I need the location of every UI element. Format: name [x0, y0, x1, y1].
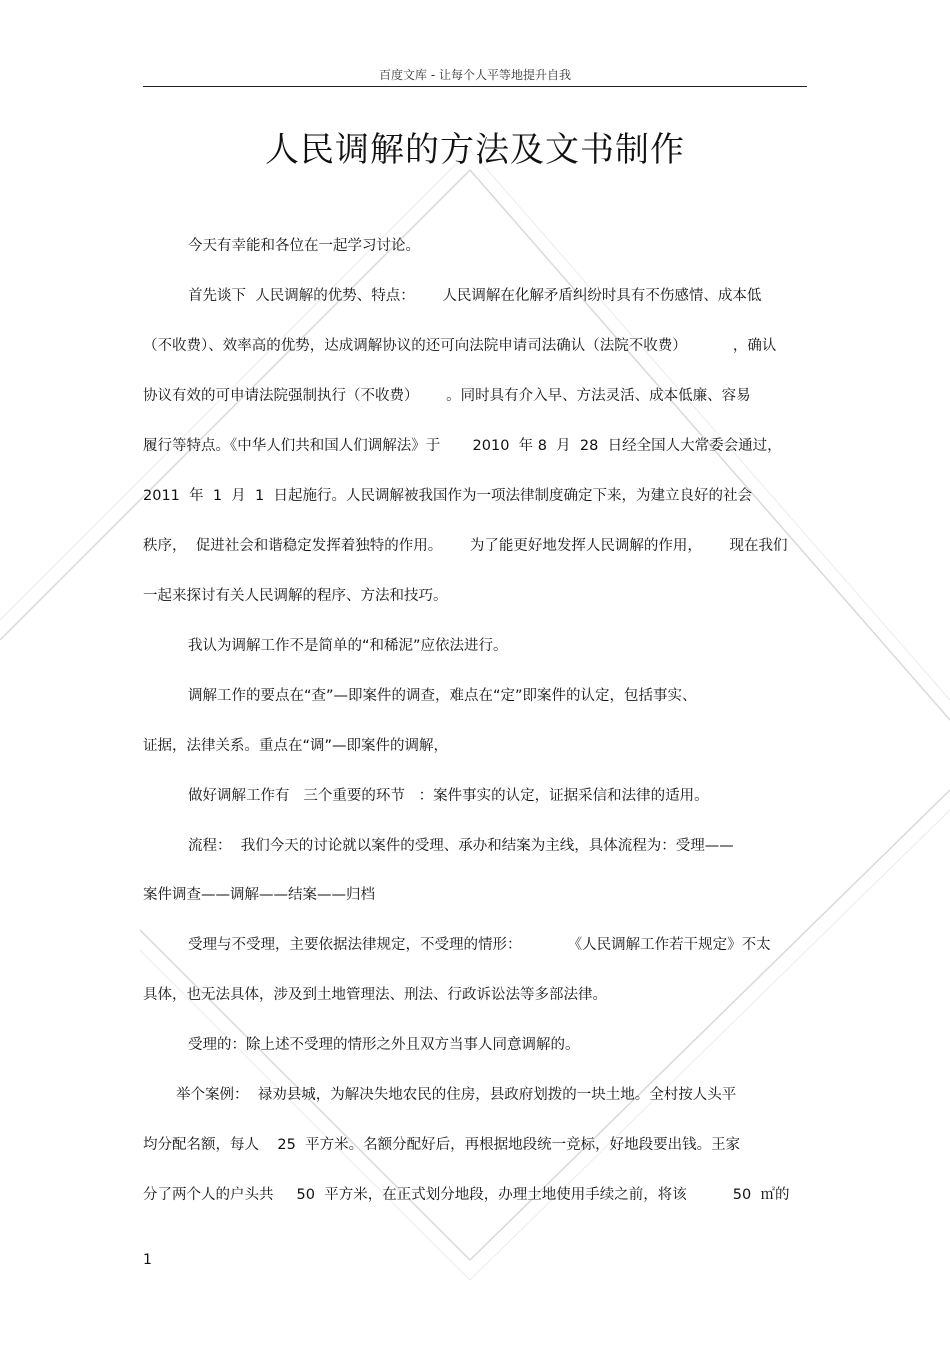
paragraph-line: 我认为调解工作不是简单的“和稀泥”应依法进行。	[188, 638, 508, 654]
paragraph-line: 首先谈下 人民调解的优势、特点： 人民调解在化解矛盾纠纷时具有不伤感情、成本低	[188, 288, 762, 304]
paragraph-line: 做好调解工作有 三个重要的环节 ：案件事实的认定，证据采信和法律的适用。	[188, 788, 709, 804]
paragraph-line: 证据，法律关系。重点在“调”—即案件的调解，	[143, 738, 449, 754]
paragraph-line: 流程： 我们今天的讨论就以案件的受理、承办和结案为主线，具体流程为：受理——	[188, 838, 734, 854]
paragraph-line: 调解工作的要点在“查”—即案件的调查，难点在“定”即案件的认定，包括事实、	[188, 688, 697, 704]
paragraph-line: 受理的：除上述不受理的情形之外且双方当事人同意调解的。	[188, 1037, 580, 1053]
paragraph-line: 今天有幸能和各位在一起学习讨论。	[188, 238, 420, 254]
document-title: 人民调解的方法及文书制作	[265, 130, 685, 170]
paragraph-line: 举个案例： 禄劝县城，为解决失地农民的住房，县政府划拨的一块土地。全村按人头平	[176, 1087, 737, 1103]
paragraph-line: 履行等特点。《中华人们共和国人们调解法》于 2010 年 8 月 28 日经全国人大常委会通过，	[143, 438, 782, 454]
header-divider	[143, 86, 807, 87]
paragraph-line: 分了两个人的户头共 50 平方米，在正式划分地段，办理土地使用手续之前，将该 50 ㎡的	[143, 1187, 790, 1203]
paragraph-line: 案件调查——调解——结案——归档	[143, 887, 375, 903]
paragraph-line: 协议有效的可申请法院强制执行（不收费） 。同时具有介入早、方法灵活、成本低廉、容易	[143, 388, 751, 404]
page-header: 百度文库 - 让每个人平等地提升自我	[379, 68, 571, 82]
paragraph-line: 2011 年 1 月 1 日起施行。人民调解被我国作为一项法律制度确定下来，为建立良好的社会	[143, 488, 752, 504]
page-number: 1	[143, 1252, 152, 1268]
paragraph-line: 受理与不受理，主要依据法律规定，不受理的情形： 《人民调解工作若干规定》不太	[188, 937, 771, 953]
paragraph-line: 均分配名额，每人 25 平方米。名额分配好后，再根据地段统一竞标，好地段要出钱。王家	[143, 1137, 741, 1153]
paragraph-line: 具体，也无法具体，涉及到土地管理法、刑法、行政诉讼法等多部法律。	[143, 987, 607, 1003]
paragraph-line: （不收费）、效率高的优势，达成调解协议的还可向法院申请司法确认（法院不收费） ，确认	[143, 338, 777, 354]
paragraph-line: 秩序， 促进社会和谐稳定发挥着独特的作用。 为了能更好地发挥人民调解的作用， 现在我们	[143, 538, 788, 554]
paragraph-line: 一起来探讨有关人民调解的程序、方法和技巧。	[143, 588, 448, 604]
